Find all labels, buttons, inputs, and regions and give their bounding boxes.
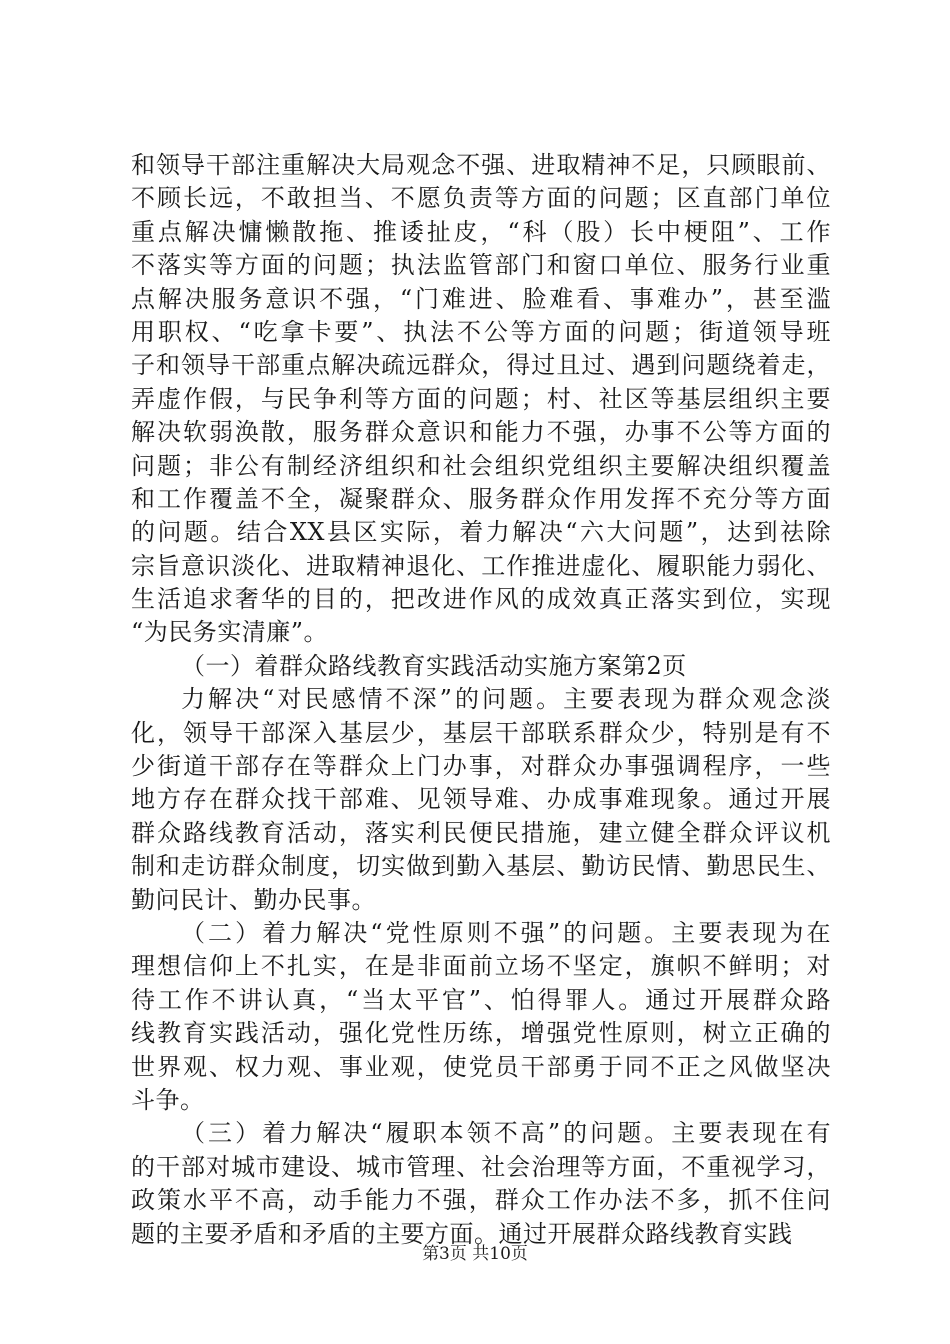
text-line: 世界观、权力观、事业观，使党员干部勇于同不正之风做坚决: [131, 1052, 831, 1081]
text-line: 题的主要矛盾和矛盾的主要方面。通过开展群众路线教育实践: [131, 1219, 793, 1248]
page-footer: 第3页 共10页: [422, 1244, 528, 1264]
text-line: 用职权、“吃拿卡要”、执法不公等方面的问题；街道领导班: [131, 317, 831, 346]
text-line: 政策水平不高，动手能力不强，群众工作办法不多，抓不住问: [131, 1186, 831, 1215]
text-line: 力解决“对民感情不深”的问题。主要表现为群众观念淡: [181, 685, 831, 714]
text-line: 重点解决慵懒散拖、推诿扯皮，“科（股）长中梗阻”、工作: [131, 217, 831, 246]
paragraph: [131, 1117, 831, 1251]
text-line: 理想信仰上不扎实，在是非面前立场不坚定，旗帜不鲜明；对: [131, 952, 831, 981]
text-line: 线教育实践活动，强化党性历练，增强党性原则，树立正确的: [131, 1019, 831, 1048]
text-line: 问题；非公有制经济组织和社会组织党组织主要解决组织覆盖: [131, 451, 831, 480]
text-line: 和领导干部注重解决大局观念不强、进取精神不足，只顾眼前、: [131, 151, 831, 179]
paragraph: [131, 683, 831, 917]
text-line: 制和走访群众制度，切实做到勤入基层、勤访民情、勤思民生、: [131, 852, 831, 881]
text-line: 少街道干部存在等群众上门办事，对群众办事强调程序，一些: [131, 752, 831, 781]
text-line: 生活追求奢华的目的，把改进作风的成效真正落实到位，实现: [131, 585, 831, 614]
paragraph: [131, 917, 831, 1117]
text-line: 解决软弱涣散，服务群众意识和能力不强，办事不公等方面的: [131, 418, 831, 447]
text-line: 不顾长远，不敢担当、不愿负责等方面的问题；区直部门单位: [131, 184, 831, 213]
text-line: 宗旨意识淡化、进取精神退化、工作推进虚化、履职能力弱化、: [131, 551, 831, 580]
text-line: （二）着力解决“党性原则不强”的问题。主要表现为在: [181, 918, 831, 947]
text-line: 群众路线教育活动，落实利民便民措施，建立健全群众评议机: [131, 818, 831, 847]
text-line: 斗争。: [131, 1085, 205, 1114]
text-line: 和工作覆盖不全，凝聚群众、服务群众作用发挥不充分等方面: [131, 484, 831, 513]
text-line: 弄虚作假，与民争利等方面的问题；村、社区等基层组织主要: [131, 384, 831, 413]
text-line: “为民务实清廉”。: [131, 618, 329, 647]
paragraph: [131, 149, 831, 650]
paragraph: [131, 650, 831, 683]
text-line: 点解决服务意识不强，“门难进、脸难看、事难办”，甚至滥: [131, 284, 831, 313]
text-line: 子和领导干部重点解决疏远群众，得过且过、遇到问题绕着走，: [131, 351, 831, 380]
text-line: 的问题。结合XX县区实际，着力解决“六大问题”，达到祛除: [131, 518, 831, 547]
text-line: （三）着力解决“履职本领不高”的问题。主要表现在有: [181, 1119, 831, 1148]
text-line: 不落实等方面的问题；执法监管部门和窗口单位、服务行业重: [131, 251, 831, 280]
text-line: 化，领导干部深入基层少，基层干部联系群众少，特别是有不: [131, 718, 831, 747]
text-line: 待工作不讲认真，“当太平官”、怕得罪人。通过开展群众路: [131, 985, 831, 1014]
text-line: 的干部对城市建设、城市管理、社会治理等方面，不重视学习，: [131, 1152, 831, 1181]
text-line: 勤问民计、勤办民事。: [131, 885, 376, 914]
text-line: （一）着群众路线教育实践活动实施方案第2页: [181, 651, 687, 680]
body-text: [131, 149, 831, 1251]
text-line: 地方存在群众找干部难、见领导难、办成事难现象。通过开展: [131, 785, 831, 814]
